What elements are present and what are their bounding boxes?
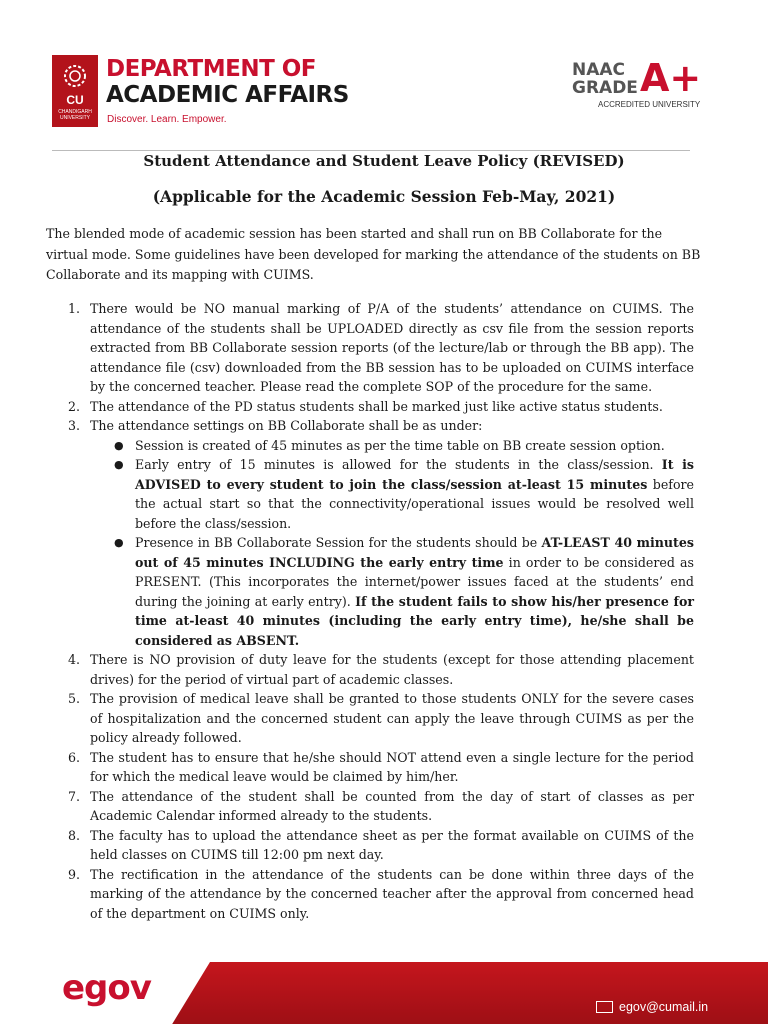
- item-number: 7.: [68, 788, 81, 804]
- university-logo: [52, 55, 98, 127]
- naac-label: NAAC: [572, 60, 626, 80]
- item-text: The attendance of the student shall be counted from the day of start of classes as per Academic Calendar informed already to the students.: [90, 788, 694, 823]
- policy-list: [46, 299, 694, 923]
- list-item: [46, 826, 694, 865]
- list-item: [46, 748, 694, 787]
- item-number: 3.: [68, 418, 81, 433]
- item-number: 6.: [68, 749, 81, 765]
- item-number: 9.: [68, 866, 81, 882]
- bullet-item: [90, 455, 694, 533]
- bullet-item: [90, 436, 694, 456]
- grade-label: GRADE: [572, 78, 638, 98]
- bullet-bold-text: If the student fails to show his/her presence for time at-least 40 minutes (including the early entry time), he/she shall be considered as ABSENT.: [135, 593, 695, 648]
- footer-email-text[interactable]: egov@cumail.in: [619, 1000, 709, 1014]
- item-text: The provision of medical leave shall be granted to those students ONLY for the severe cases of hospitalization and the concerned student can apply the leave through CUIMS as per the policy already followed.: [90, 691, 694, 745]
- footer-band: [0, 950, 768, 1024]
- list-item: [46, 865, 694, 924]
- item-text: There is NO provision of duty leave for the students (except for those attending placement drives) for the period of virtual part of academic classes.: [90, 652, 694, 687]
- mail-icon: [596, 1001, 613, 1013]
- department-title-line1: DEPARTMENT OF: [106, 56, 317, 82]
- accredited-label: ACCREDITED UNIVERSITY: [598, 100, 701, 109]
- egov-logo: egov: [62, 968, 151, 1008]
- list-item: [46, 689, 694, 748]
- item-text: The attendance of the PD status students shall be marked just like active status students.: [90, 398, 663, 414]
- logo-cu-text: CU: [66, 93, 84, 107]
- bullet-item: [90, 533, 694, 650]
- bullet-icon: ●: [114, 536, 124, 549]
- item-number: 4.: [68, 652, 81, 667]
- attendance-settings-list: [90, 436, 694, 651]
- department-title-line2: ACADEMIC AFFAIRS: [106, 82, 349, 108]
- gear-emblem-icon: [60, 61, 90, 91]
- list-item: [46, 787, 694, 826]
- logo-university-text: CHANDIGARH UNIVERSITY: [58, 109, 92, 121]
- list-item: [46, 299, 694, 397]
- naac-grade: A+: [640, 56, 702, 100]
- bullet-text: Early entry of 15 minutes is allowed for the students in the class/session.: [135, 457, 662, 472]
- item-text: The faculty has to upload the attendance sheet as per the format available on CUIMS of the held classes on CUIMS till 12:00 pm next day.: [90, 827, 694, 862]
- intro-paragraph: The blended mode of academic session has been started and shall run on BB Collaborate for the virtual mode. Some guidelines have been developed for marking the attendance of the students on BB Collaborate and its mapping with CUIMS.: [46, 226, 701, 282]
- item-text: The rectification in the attendance of the students can be done within three days of the marking of the attendance by the concerned teacher after the approval from concerned head of the department on CUIMS only.: [90, 866, 694, 921]
- item-number: 1.: [68, 301, 81, 316]
- department-tagline: Discover. Learn. Empower.: [107, 114, 227, 125]
- item-text: The student has to ensure that he/she should NOT attend even a single lecture for the period for which the medical leave would be claimed by him/her.: [90, 749, 694, 784]
- bullet-bold-text: AT-LEAST 40 minutes out of 45 minutes INCLUDING the early entry time: [135, 535, 694, 570]
- item-number: 5.: [68, 691, 81, 706]
- item-text: The attendance settings on BB Collaborate shall be as under:: [90, 418, 483, 433]
- letterhead: [0, 0, 768, 150]
- department-title: [106, 56, 349, 108]
- bullet-icon: ●: [114, 458, 124, 471]
- list-item: [46, 397, 694, 417]
- bullet-text: Session is created of 45 minutes as per the time table on BB create session option.: [135, 437, 665, 453]
- footer-email[interactable]: [596, 1000, 708, 1014]
- list-item: [46, 416, 694, 650]
- item-text: There would be NO manual marking of P/A of the students’ attendance on CUIMS. The attendance of the students shall be UPLOADED directly as csv file from the session reports extracted from BB Collaborate session reports (of the lecture/lab or through the BB app). The attendance file (csv) downloaded from the BB session has to be uploaded on CUIMS interface by the concerned teacher. Please read the complete SOP of the procedure for the same.: [90, 301, 694, 394]
- document-subtitle: (Applicable for the Academic Session Feb-May, 2021): [152, 187, 616, 206]
- bullet-text: in order to be considered as PRESENT. (This incorporates the internet/power issues faced at the students’ end during the joining at early entry).: [135, 554, 694, 609]
- document-title: Student Attendance and Student Leave Policy (REVISED): [143, 152, 625, 170]
- bullet-text: Presence in BB Collaborate Session for the students should be: [135, 535, 542, 550]
- naac-badge: [572, 56, 702, 120]
- bullet-icon: ●: [114, 438, 124, 452]
- list-item: [46, 650, 694, 689]
- bullet-text: before the actual start so that the connectivity/operational issues would be resolved well before the class/session.: [135, 476, 695, 531]
- item-number: 2.: [68, 398, 81, 414]
- bullet-bold-text: It is ADVISED to every student to join the class/session at-least 15 minutes: [135, 457, 694, 492]
- item-number: 8.: [68, 827, 81, 843]
